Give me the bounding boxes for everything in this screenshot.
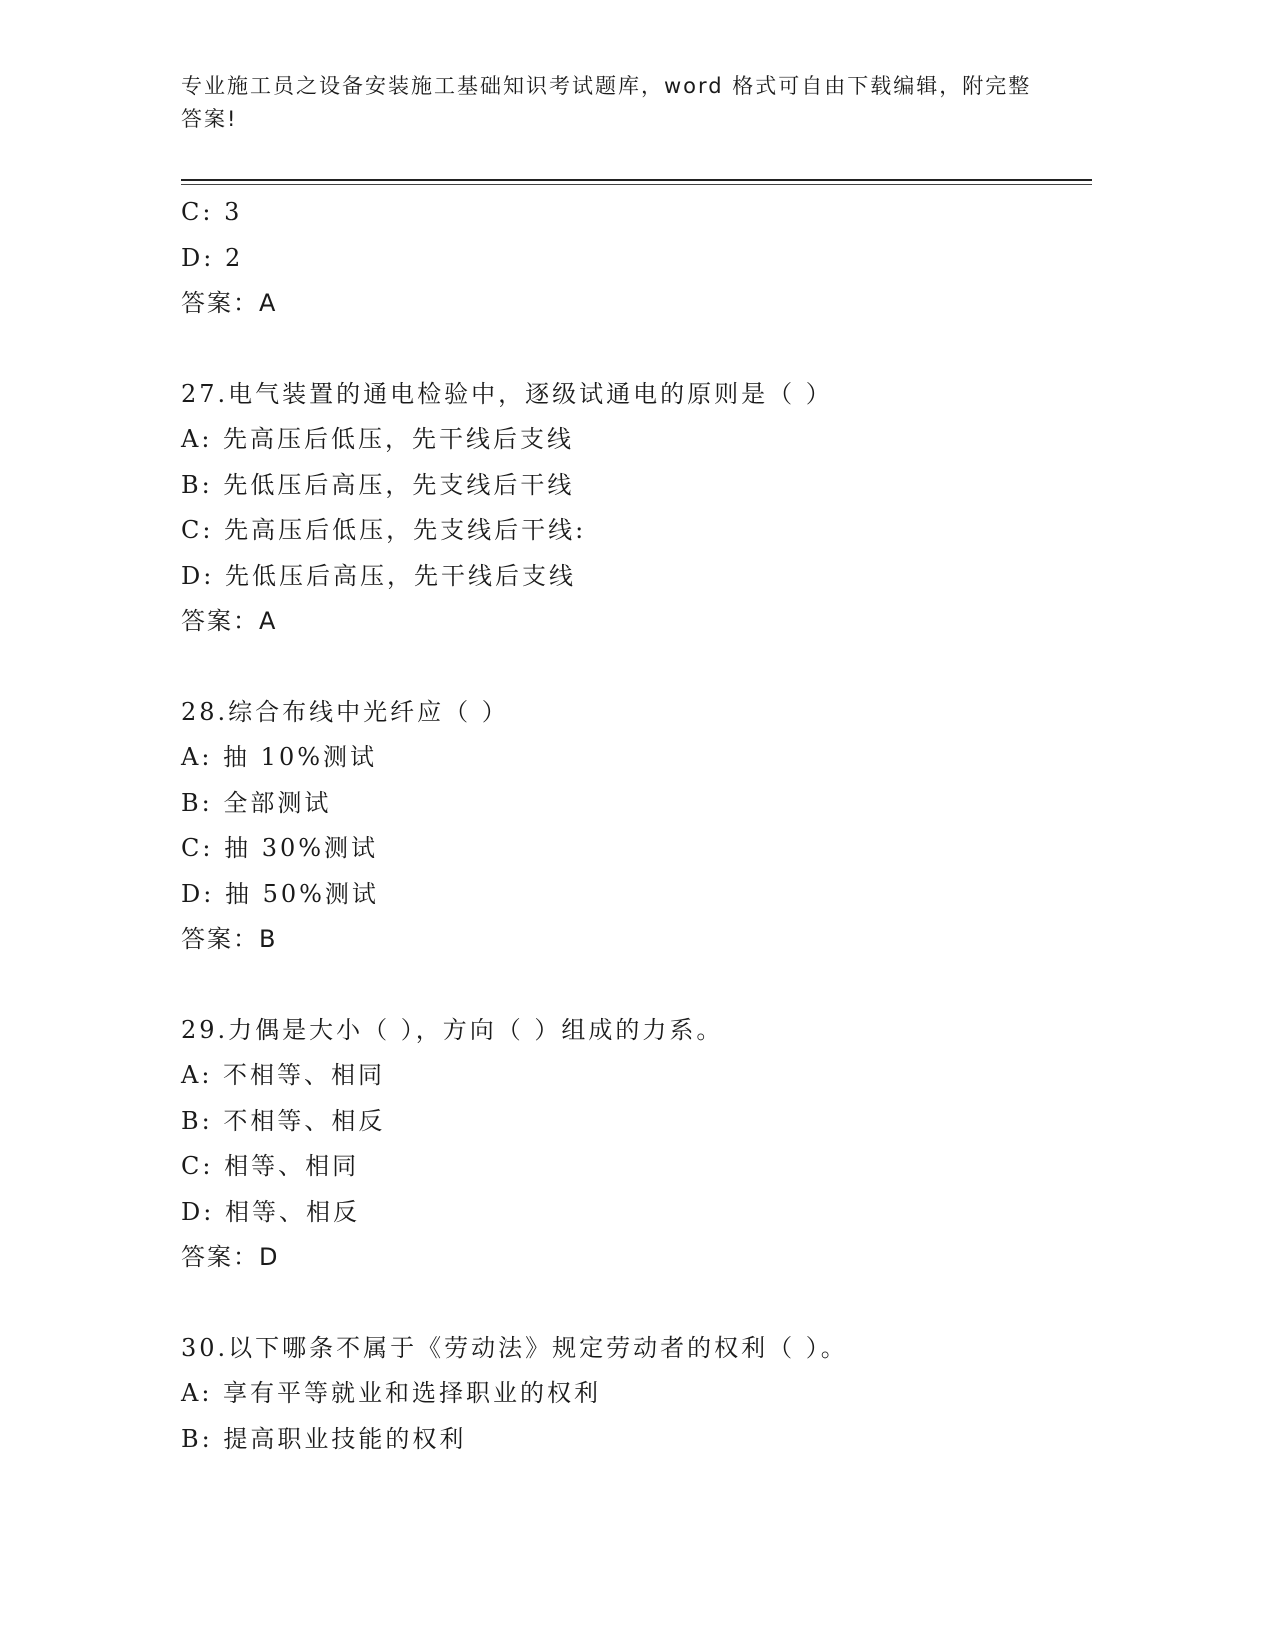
answer-line: 答案：D: [181, 1243, 280, 1271]
question-30: [181, 1326, 1081, 1463]
option-b: B: 提高职业技能的权利: [181, 1424, 467, 1453]
header-divider-thin: [181, 184, 1092, 185]
option-a: A: 享有平等就业和选择职业的权利: [181, 1379, 602, 1407]
option-d: D: 相等、相反: [181, 1197, 360, 1226]
option-c: C: 3: [181, 198, 243, 226]
option-b: B: 全部测试: [181, 788, 332, 817]
question-29: [181, 1008, 1081, 1281]
option-b: B: 先低压后高压，先支线后干线: [181, 470, 575, 499]
answer-line: 答案：A: [181, 289, 278, 317]
question-stem: 28.综合布线中光纤应（ ）: [181, 697, 509, 726]
question-list: [181, 190, 1081, 1462]
question-27: [181, 372, 1081, 645]
option-d: D: 抽 50%测试: [181, 879, 379, 908]
previous-question-tail: [181, 190, 1081, 327]
option-c: C: 先高压后低压，先支线后干线:: [181, 516, 587, 544]
answer-line: 答案：A: [181, 607, 278, 635]
header-title: 专业施工员之设备安装施工基础知识考试题库，word 格式可自由下载编辑，附完整答案!: [181, 74, 1032, 131]
answer-line: 答案：B: [181, 925, 278, 953]
option-a: A: 不相等、相同: [181, 1061, 386, 1089]
question-stem: 27.电气装置的通电检验中，逐级试通电的原则是（ ）: [181, 379, 833, 408]
option-a: A: 先高压后低压，先干线后支线: [181, 425, 575, 453]
option-a: A: 抽 10%测试: [181, 743, 378, 771]
question-28: [181, 690, 1081, 963]
option-c: C: 抽 30%测试: [181, 834, 379, 862]
question-stem: 29.力偶是大小（ ），方向（ ）组成的力系。: [181, 1015, 724, 1044]
option-d: D: 2: [181, 243, 244, 272]
document-header: [181, 70, 1051, 136]
option-c: C: 相等、相同: [181, 1152, 360, 1180]
option-d: D: 先低压后高压，先干线后支线: [181, 561, 576, 590]
header-divider-thick: [181, 179, 1092, 181]
option-b: B: 不相等、相反: [181, 1106, 386, 1135]
question-stem: 30.以下哪条不属于《劳动法》规定劳动者的权利（ ）。: [181, 1333, 848, 1362]
